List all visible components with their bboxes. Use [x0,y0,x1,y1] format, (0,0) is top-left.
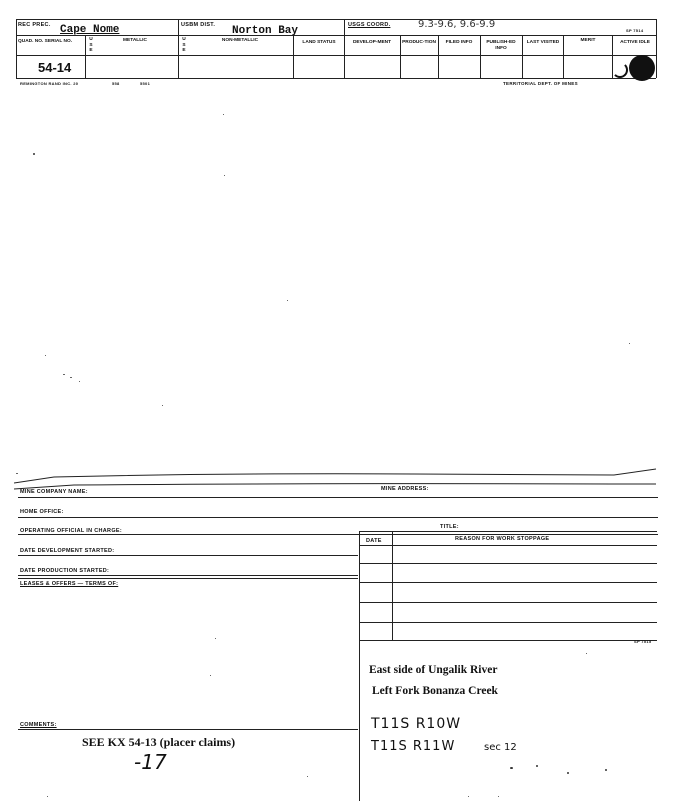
header-sep-last [522,35,523,78]
date-production-label: DATE PRODUCTION STARTED: [20,568,110,574]
rule-mine-company [18,497,658,498]
speck [567,772,569,774]
col-merit: MERIT [580,38,596,43]
rec-prec-value: Cape Nome [60,24,120,36]
header-sep-prod [400,35,401,78]
home-office-label: HOME OFFICE: [20,509,64,515]
printer-code-b: 5501 [140,81,151,86]
location-line-1: East side of Ungalik River [369,664,498,676]
header-sep-pub [480,35,481,78]
usbm-dist-label: USBM DIST. [181,22,216,28]
letter-s: S [182,42,186,48]
col-use-letters-2 [181,37,187,54]
speck [210,675,211,676]
col-land-status: LAND STATUS [302,40,336,45]
rule-comments [18,729,358,730]
header-left-edge [16,19,17,78]
speck [287,300,288,301]
col-development: DEVELOP-MENT [352,40,392,45]
col-active-idle: ACTIVE IDLE [620,40,650,45]
header-lower-rule [16,55,656,56]
table-date-sep [392,531,393,640]
header-bottom-rule [16,78,656,79]
rule-date-dev [18,555,358,556]
mine-company-name-label: MINE COMPANY NAME: [20,489,88,495]
operating-official-label: OPERATING OFFICIAL IN CHARGE: [20,528,122,534]
header-sep-land [293,35,294,78]
table-row-rule [359,563,657,564]
speck [224,175,225,176]
col-use-letters-1 [88,37,94,54]
lower-top-rule [14,465,659,495]
letter-e: E [89,48,93,53]
rule-home-office [18,517,658,518]
header-sep-serial [85,35,86,78]
table-row-rule [359,602,657,603]
col-last-visited: LAST VISITED [526,40,560,45]
table-left-edge [359,531,360,801]
title-label: TITLE: [440,524,459,530]
speck [307,776,308,777]
printer-code-a: 558 [112,81,120,86]
col-serial-no: SERIAL NO. [44,39,73,44]
township-line-1: T11S R10W [371,716,462,732]
speck [468,796,469,797]
header-right-edge [656,19,657,78]
speck [47,796,48,797]
col-metallic: METALLIC [123,38,147,43]
letter-e: E [182,48,186,53]
col-filed-info: FILED INFO [445,40,473,45]
comment-handwritten: -17 [134,750,167,774]
department-label: TERRITORIAL DEPT. OF MINES [503,81,578,86]
speck [70,377,72,378]
header-top-rule [16,19,656,20]
table-bottom-rule [359,640,657,641]
usgs-coord-value: 9.3-9.6, 9.6-9.9 [418,19,496,30]
date-col-header: DATE [366,538,382,544]
col-published-info: PUBLISH-ED INFO [486,40,516,51]
col-quad-serial [18,39,84,45]
rule-date-prod-a [18,575,358,576]
location-line-2: Left Fork Bonanza Creek [372,685,498,697]
rec-prec-label: REC PREC. [18,22,51,28]
township-line-2: T11S R11W [371,739,456,754]
header-sep-usgs [344,19,345,78]
speck [605,769,607,771]
speck [510,767,513,769]
mine-address-label: MINE ADDRESS: [381,486,429,492]
printer-label: REMINGTON RAND INC. 20 [20,81,79,86]
col-quad-no: QUAD. NO. [18,39,44,44]
date-development-label: DATE DEVELOPMENT STARTED: [20,548,115,554]
speck [63,374,65,375]
rule-date-prod-b [18,578,358,579]
usgs-coord-label: USGS COORD. [348,22,391,28]
table-row-rule [359,582,657,583]
speck [536,765,538,767]
header-sep-usbm [178,19,179,78]
speck [162,405,163,406]
speck [223,114,224,115]
speck [215,638,216,639]
speck [586,653,587,654]
comment-typed: SEE KX 54-13 (placer claims) [82,735,236,749]
table-row-rule [359,622,657,623]
letter-s: S [89,42,93,48]
punch-hole [629,55,655,81]
township-section: sec 12 [484,742,517,753]
form-number-bottom: SP 7515 [634,639,652,644]
header-sep-merit [563,35,564,78]
speck [33,153,35,155]
punch-mark-curve [612,62,628,78]
header-sep-filed [438,35,439,78]
form-number-top: SP 7514 [626,28,644,33]
col-production: PRODUC-TION [402,40,436,45]
table-top-rule-a [359,531,657,532]
speck [498,796,499,797]
letter-u: U [89,37,93,42]
rule-operating [18,534,658,535]
speck [45,355,46,356]
leases-offers-label: LEASES & OFFERS — TERMS OF: [20,581,119,587]
letter-u: U [182,37,186,42]
speck [79,381,80,382]
table-header-rule [359,545,657,546]
comments-label: COMMENTS: [20,722,57,728]
col-non-metallic: NON-METALLIC [221,38,259,43]
serial-value: 54-14 [38,60,72,75]
usbm-dist-value: Norton Bay [232,25,299,37]
reason-col-header: REASON FOR WORK STOPPAGE [455,536,550,542]
speck [629,343,630,344]
